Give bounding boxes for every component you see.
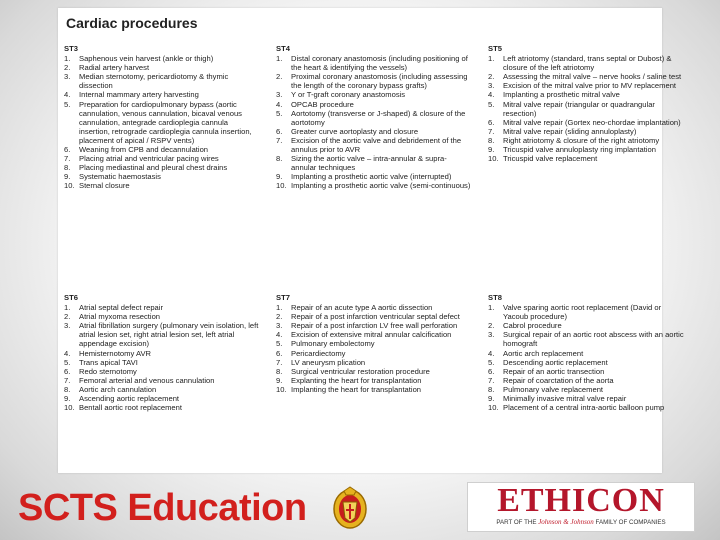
procedure-number: 9. — [276, 375, 283, 385]
procedure-text: Femoral arterial and venous cannulation — [79, 375, 215, 385]
procedure-text: Tricuspid valve annuloplasty ring implantation — [503, 145, 656, 155]
procedure-item — [276, 136, 472, 154]
procedure-text: Trans apical TAVI — [79, 357, 138, 367]
procedure-text: Aortic arch replacement — [503, 348, 584, 358]
procedure-number: 5. — [488, 357, 495, 367]
procedure-number: 10. — [488, 154, 499, 164]
procedure-number: 7. — [64, 375, 71, 385]
procedure-item — [64, 181, 260, 190]
procedure-number: 10. — [276, 384, 287, 394]
procedure-number: 2. — [64, 63, 71, 73]
procedure-item — [64, 367, 260, 376]
procedure-number: 1. — [276, 303, 283, 313]
ethicon-tagline — [472, 518, 690, 527]
procedure-text: Repair of a post infarction ventricular septal defect — [291, 312, 460, 322]
box-label: ST4 — [276, 44, 290, 53]
procedure-number: 6. — [64, 366, 71, 376]
procedure-item — [488, 100, 684, 118]
procedure-item — [276, 385, 472, 394]
tagline-prefix: PART OF THE — [496, 519, 537, 526]
procedure-text: OPCAB procedure — [291, 99, 354, 109]
procedure-text: Y or T-graft coronary anastomosis — [291, 90, 406, 100]
procedure-item — [64, 394, 260, 403]
procedure-text: Implanting a prosthetic mitral valve — [503, 90, 620, 100]
procedure-number: 8. — [64, 384, 71, 394]
procedure-item — [488, 72, 684, 81]
box-st4 — [276, 44, 472, 191]
procedure-text: Implanting a prosthetic aortic valve (semi-continuous) — [291, 181, 471, 191]
johnson-johnson-mark: Johnson & Johnson — [538, 518, 594, 526]
procedure-text: Placing atrial and ventricular pacing wires — [79, 154, 219, 164]
procedure-text: Atrial myxoma resection — [79, 312, 161, 322]
procedure-text: Repair of an aortic transection — [503, 366, 605, 376]
procedure-number: 3. — [276, 321, 283, 331]
procedure-item — [64, 358, 260, 367]
scts-crest-icon — [331, 486, 369, 530]
procedure-item — [64, 54, 260, 63]
procedure-item — [276, 172, 472, 181]
procedure-item — [64, 403, 260, 412]
procedure-text: Pericardiectomy — [291, 348, 346, 358]
procedure-text: Placement of a central intra-aortic balloon pump — [503, 403, 665, 413]
procedure-text: Placing mediastinal and pleural chest drains — [79, 163, 228, 173]
procedure-number: 9. — [488, 394, 495, 404]
procedure-number: 7. — [488, 126, 495, 136]
procedure-item — [64, 154, 260, 163]
procedure-item — [276, 330, 472, 339]
procedure-item — [64, 385, 260, 394]
procedure-text: Mitral valve repair (Gortex neo-chordae implantation) — [503, 117, 681, 127]
procedure-item — [276, 127, 472, 136]
procedure-text: Right atriotomy & closure of the right atriotomy — [503, 135, 660, 145]
procedure-number: 3. — [488, 81, 495, 91]
box-label: ST5 — [488, 44, 502, 53]
procedure-item — [64, 63, 260, 72]
procedure-item — [488, 154, 684, 163]
box-label: ST6 — [64, 293, 78, 302]
procedure-number: 1. — [276, 54, 283, 64]
procedure-item — [276, 321, 472, 330]
procedure-item — [488, 376, 684, 385]
procedure-item — [64, 321, 260, 348]
procedure-number: 4. — [276, 99, 283, 109]
procedure-item — [276, 367, 472, 376]
procedure-text: Implanting a prosthetic aortic valve (interrupted) — [291, 172, 452, 182]
procedure-number: 3. — [64, 321, 71, 331]
procedure-item — [64, 72, 260, 90]
procedure-item — [276, 109, 472, 127]
procedure-text: Aortotomy (transverse or J-shaped) & closure of the aortotomy — [291, 108, 466, 127]
procedure-text: Aortic arch cannulation — [79, 384, 157, 394]
procedure-text: Excision of extensive mitral annular calcification — [291, 330, 452, 340]
procedure-text: Preparation for cardiopulmonary bypass (aortic cannulation, venous cannulation, bicaval venous cannulation, antegrade cardioplegia cannula insertion, retrograde cardioplegia cannula insertion, placement of apical / RSPV vents) — [79, 99, 252, 145]
procedure-item — [276, 349, 472, 358]
procedure-text: Bentall aortic root replacement — [79, 403, 182, 413]
procedure-text: Greater curve aortoplasty and closure — [291, 126, 419, 136]
procedure-text: Pulmonary valve replacement — [503, 384, 604, 394]
ethicon-wordmark: ETHICON — [497, 482, 665, 519]
procedure-number: 4. — [64, 90, 71, 100]
scts-education-brand: SCTS Education — [18, 487, 307, 529]
procedure-number: 7. — [276, 357, 283, 367]
procedure-item — [276, 100, 472, 109]
procedure-text: Systematic haemostasis — [79, 172, 161, 182]
procedure-text: Surgical ventricular restoration procedure — [291, 366, 430, 376]
procedure-text: Descending aortic replacement — [503, 357, 608, 367]
procedure-item — [64, 163, 260, 172]
procedure-number: 9. — [488, 145, 495, 155]
procedures-document — [58, 8, 684, 473]
procedure-number: 5. — [64, 357, 71, 367]
procedure-number: 6. — [64, 145, 71, 155]
box-label: ST3 — [64, 44, 78, 53]
procedure-item — [276, 72, 472, 90]
procedure-item — [488, 90, 684, 99]
procedure-text: Pulmonary embolectomy — [291, 339, 375, 349]
procedure-text: Hemisternotomy AVR — [79, 348, 152, 358]
procedure-number: 8. — [488, 384, 495, 394]
procedure-item — [276, 54, 472, 72]
procedure-item — [276, 154, 472, 172]
procedure-item — [64, 303, 260, 312]
procedure-number: 2. — [276, 312, 283, 322]
procedure-text: Valve sparing aortic root replacement (David or Yacoub procedure) — [503, 303, 662, 322]
procedure-text: Explanting the heart for transplantation — [291, 375, 422, 385]
procedure-number: 9. — [276, 172, 283, 182]
box-label: ST8 — [488, 293, 502, 302]
procedure-number: 4. — [276, 330, 283, 340]
procedure-text: Assessing the mitral valve – nerve hooks / saline test — [503, 72, 682, 82]
procedure-number: 6. — [488, 366, 495, 376]
procedure-number: 6. — [488, 117, 495, 127]
procedure-number: 1. — [488, 54, 495, 64]
procedure-number: 1. — [64, 303, 71, 313]
procedure-number: 6. — [276, 348, 283, 358]
procedure-text: Median sternotomy, pericardiotomy & thymic dissection — [79, 72, 229, 91]
document-title: Cardiac procedures — [66, 15, 198, 31]
procedure-item — [64, 312, 260, 321]
procedure-item — [64, 349, 260, 358]
procedure-text: Repair of coarctation of the aorta — [503, 375, 614, 385]
procedure-text: Radial artery harvest — [79, 63, 150, 73]
procedure-number: 5. — [64, 99, 71, 109]
procedure-item — [488, 367, 684, 376]
procedure-number: 3. — [64, 72, 71, 82]
procedure-item — [488, 394, 684, 403]
procedure-text: Excision of the aortic valve and debridement of the annulus prior to AVR — [291, 135, 462, 155]
procedure-item — [276, 90, 472, 99]
procedure-number: 5. — [488, 99, 495, 109]
procedure-text: Repair of a post infarction LV free wall perforation — [291, 321, 458, 331]
procedure-number: 7. — [64, 154, 71, 164]
procedure-text: LV aneurysm plication — [291, 357, 366, 367]
procedure-item — [276, 303, 472, 312]
box-st3 — [64, 44, 260, 191]
procedure-number: 4. — [64, 348, 71, 358]
procedure-number: 7. — [276, 135, 283, 145]
procedure-text: Mitral valve repair (triangular or quadrangular resection) — [503, 99, 655, 118]
procedure-text: Internal mammary artery harvesting — [79, 90, 199, 100]
procedure-number: 4. — [488, 348, 495, 358]
procedure-text: Repair of an acute type A aortic dissection — [291, 303, 433, 313]
procedure-item — [488, 127, 684, 136]
procedure-item — [488, 303, 684, 321]
procedure-number: 10. — [64, 403, 75, 413]
procedure-text: Tricuspid valve replacement — [503, 154, 598, 164]
procedure-number: 10. — [64, 181, 75, 191]
procedure-item — [488, 136, 684, 145]
procedure-text: Mitral valve repair (sliding annuloplasty) — [503, 126, 637, 136]
procedure-number: 3. — [276, 90, 283, 100]
procedure-text: Cabrol procedure — [503, 321, 562, 331]
procedure-item — [488, 330, 684, 348]
procedure-item — [64, 376, 260, 385]
procedure-text: Ascending aortic replacement — [79, 394, 180, 404]
procedure-number: 8. — [64, 163, 71, 173]
procedure-item — [64, 90, 260, 99]
procedure-number: 7. — [488, 375, 495, 385]
procedure-text: Atrial fibrillation surgery (pulmonary vein isolation, left atrial lesion set, right atrial lesion set, left atrial appendage excision) — [79, 321, 259, 349]
procedure-text: Excision of the mitral valve prior to MV replacement — [503, 81, 677, 91]
procedure-item — [276, 358, 472, 367]
box-st8 — [488, 293, 684, 412]
procedure-item — [488, 403, 684, 412]
procedure-item — [276, 312, 472, 321]
procedure-item — [488, 145, 684, 154]
box-st7 — [276, 293, 472, 394]
procedure-item — [64, 145, 260, 154]
procedure-number: 9. — [64, 394, 71, 404]
procedure-item — [488, 321, 684, 330]
procedure-number: 8. — [276, 154, 283, 164]
procedure-text: Sizing the aortic valve – intra-annular & supra-annular techniques — [291, 154, 447, 173]
procedure-text: Weaning from CPB and decannulation — [79, 145, 209, 155]
procedure-number: 8. — [276, 366, 283, 376]
procedure-number: 4. — [488, 90, 495, 100]
procedure-number: 8. — [488, 135, 495, 145]
procedure-text: Implanting the heart for transplantation — [291, 384, 422, 394]
procedure-number: 1. — [488, 303, 495, 313]
procedure-text: Proximal coronary anastomosis (including assessing the length of the coronary bypass grafts) — [291, 72, 468, 91]
procedure-item — [488, 358, 684, 367]
procedure-text: Left atriotomy (standard, trans septal or Dubost) & closure of the left atriotomy — [503, 54, 672, 73]
box-st6 — [64, 293, 260, 412]
procedure-number: 9. — [64, 172, 71, 182]
procedure-number: 10. — [488, 403, 499, 413]
procedure-item — [488, 385, 684, 394]
procedure-item — [488, 118, 684, 127]
procedure-number: 5. — [276, 108, 283, 118]
box-st5 — [488, 44, 684, 163]
procedure-number: 2. — [64, 312, 71, 322]
procedure-text: Distal coronary anastomosis (including positioning of the heart & identifying the vessels) — [291, 54, 468, 73]
procedure-number: 6. — [276, 126, 283, 136]
procedure-item — [488, 81, 684, 90]
procedure-number: 5. — [276, 339, 283, 349]
procedure-text: Atrial septal defect repair — [79, 303, 163, 313]
tagline-suffix: FAMILY OF COMPANIES — [595, 519, 666, 526]
procedure-number: 2. — [276, 72, 283, 82]
procedure-text: Saphenous vein harvest (ankle or thigh) — [79, 54, 214, 64]
procedure-item — [276, 376, 472, 385]
procedure-number: 3. — [488, 330, 495, 340]
procedure-item — [64, 100, 260, 145]
procedure-text: Sternal closure — [79, 181, 130, 191]
procedure-item — [276, 339, 472, 348]
procedure-text: Redo sternotomy — [79, 366, 137, 376]
procedure-number: 2. — [488, 72, 495, 82]
procedure-number: 10. — [276, 181, 287, 191]
procedure-text: Minimally invasive mitral valve repair — [503, 394, 627, 404]
procedure-item — [276, 181, 472, 190]
procedure-item — [64, 172, 260, 181]
procedure-number: 2. — [488, 321, 495, 331]
procedure-text: Surgical repair of an aortic root abscess with an aortic homograft — [503, 330, 684, 349]
procedure-number: 1. — [64, 54, 71, 64]
procedure-item — [488, 54, 684, 72]
ethicon-logo — [467, 482, 695, 532]
box-label: ST7 — [276, 293, 290, 302]
procedure-item — [488, 349, 684, 358]
